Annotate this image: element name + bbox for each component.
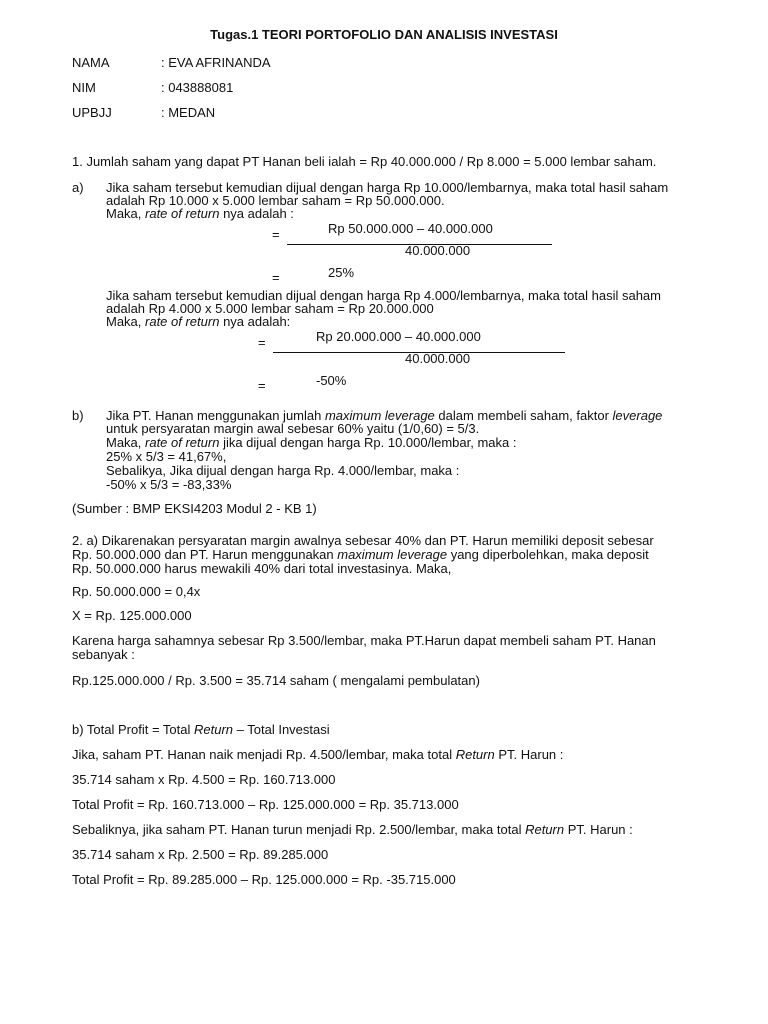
document-title: Tugas.1 TEORI PORTOFOLIO DAN ANALISIS INVESTASI bbox=[210, 27, 558, 42]
q2-b-down-profit: Total Profit = Rp. 89.285.000 – Rp. 125.000.000 = Rp. -35.715.000 bbox=[72, 872, 456, 887]
q1-a2-line2: adalah Rp 4.000 x 5.000 lembar saham = Rp 20.000.000 bbox=[106, 301, 434, 316]
q1-a2-line3 bbox=[106, 315, 290, 328]
q1-frac2-numerator: Rp 20.000.000 – 40.000.000 bbox=[316, 329, 481, 344]
q1-b-line3: Maka, rate of return jika dijual dengan harga Rp. 10.000/lembar, maka : bbox=[106, 435, 517, 450]
text-return: Return bbox=[194, 722, 234, 737]
q2-b-down-calc: 35.714 saham x Rp. 2.500 = Rp. 89.285.000 bbox=[72, 847, 329, 862]
q1-b-label: b) bbox=[72, 408, 84, 423]
q2-b-up-calc: 35.714 saham x Rp. 4.500 = Rp. 160.713.000 bbox=[72, 772, 336, 787]
value-upbjj: : MEDAN bbox=[161, 105, 216, 120]
q1-b-line6: -50% x 5/3 = -83,33% bbox=[106, 477, 232, 492]
label-upbjj: UPBJJ bbox=[72, 105, 112, 120]
q1-a1-line3 bbox=[106, 207, 294, 220]
q1-a-label: a) bbox=[72, 180, 84, 195]
q1-eq-2: = bbox=[272, 270, 280, 285]
q2-b-up-profit: Total Profit = Rp. 160.713.000 – Rp. 125.000.000 = Rp. 35.713.000 bbox=[72, 797, 459, 812]
q1-frac2-denominator: 40.000.000 bbox=[405, 351, 471, 366]
q1-a2-line1: Jika saham tersebut kemudian dijual dengan harga Rp 4.000/lembarnya, maka total hasil saham bbox=[106, 288, 661, 303]
q1-result-1: 25% bbox=[328, 265, 355, 280]
value-nim: : 043888081 bbox=[161, 80, 234, 95]
q2-a-line5: sebanyak : bbox=[72, 647, 135, 662]
q2-b-up-line: Jika, saham PT. Hanan naik menjadi Rp. 4.500/lembar, maka total Return PT. Harun : bbox=[72, 747, 564, 762]
text-rate-of-return: rate of return bbox=[145, 435, 220, 450]
q1-a1-line2: adalah Rp 10.000 x 5.000 lembar saham = Rp 50.000.000. bbox=[106, 193, 445, 208]
text-return: Return bbox=[525, 822, 565, 837]
q2-a-line6: Rp.125.000.000 / Rp. 3.500 = 35.714 saham ( mengalami pembulatan) bbox=[72, 673, 480, 688]
q2-eq1: Rp. 50.000.000 = 0,4x bbox=[72, 584, 201, 599]
q1-source: (Sumber : BMP EKSI4203 Modul 2 - KB 1) bbox=[72, 501, 317, 516]
q1-intro: 1. Jumlah saham yang dapat PT Hanan beli ialah = Rp 40.000.000 / Rp 8.000 = 5.000 lembar saham. bbox=[72, 154, 657, 169]
q2-a-line1: 2. a) Dikarenakan persyaratan margin awalnya sebesar 40% dan PT. Harun memiliki deposit sebesar bbox=[72, 533, 654, 548]
text-maka: Maka, bbox=[106, 206, 146, 221]
label-nama: NAMA bbox=[72, 55, 110, 70]
q1-b-line2: untuk persyaratan margin awal sebesar 60% yaitu (1/0,60) = 5/3. bbox=[106, 421, 480, 436]
text-maximum-leverage: maximum leverage bbox=[337, 547, 448, 562]
q1-b-line5: Sebalikya, Jika dijual dengan harga Rp. 4.000/lembar, maka : bbox=[106, 463, 460, 478]
text-rate-of-return: rate of return bbox=[145, 314, 220, 329]
label-nim: NIM bbox=[72, 80, 96, 95]
q1-b-line4: 25% x 5/3 = 41,67%, bbox=[106, 449, 227, 464]
q2-a-line4: Karena harga sahamnya sebesar Rp 3.500/lembar, maka PT.Harun dapat membeli saham PT. Hanan bbox=[72, 633, 656, 648]
q1-b-line1: Jika PT. Hanan menggunakan jumlah maximum leverage dalam membeli saham, faktor leverage bbox=[106, 408, 663, 423]
text-nya-adalah: nya adalah: bbox=[219, 314, 291, 329]
text-maximum-leverage: maximum leverage bbox=[324, 408, 435, 423]
text-maka: Maka, bbox=[106, 314, 146, 329]
q1-eq-3: = bbox=[258, 335, 266, 350]
q2-a-line3: Rp. 50.000.000 harus mewakili 40% dari total investasinya. Maka, bbox=[72, 561, 452, 576]
text-rate-of-return: rate of return bbox=[145, 206, 220, 221]
text-return: Return bbox=[455, 747, 495, 762]
q2-a-line2: Rp. 50.000.000 dan PT. Harun menggunakan maximum leverage yang diperbolehkan, maka deposit bbox=[72, 547, 649, 562]
q1-frac1-numerator: Rp 50.000.000 – 40.000.000 bbox=[328, 221, 493, 236]
q1-a1-line1: Jika saham tersebut kemudian dijual dengan harga Rp 10.000/lembarnya, maka total hasil saham bbox=[106, 180, 669, 195]
q2-b-down-line: Sebaliknya, jika saham PT. Hanan turun menjadi Rp. 2.500/lembar, maka total Return PT. Harun : bbox=[72, 822, 633, 837]
q2-b-formula: b) Total Profit = Total Return – Total Investasi bbox=[72, 722, 330, 737]
value-nama: : EVA AFRINANDA bbox=[161, 55, 271, 70]
q1-result-2: -50% bbox=[316, 373, 347, 388]
text-nya-adalah: nya adalah : bbox=[219, 206, 294, 221]
q1-frac1-denominator: 40.000.000 bbox=[405, 243, 471, 258]
q1-eq-4: = bbox=[258, 378, 266, 393]
text-leverage: leverage bbox=[612, 408, 663, 423]
q1-eq-1: = bbox=[272, 227, 280, 242]
q2-eq2: X = Rp. 125.000.000 bbox=[72, 608, 192, 623]
